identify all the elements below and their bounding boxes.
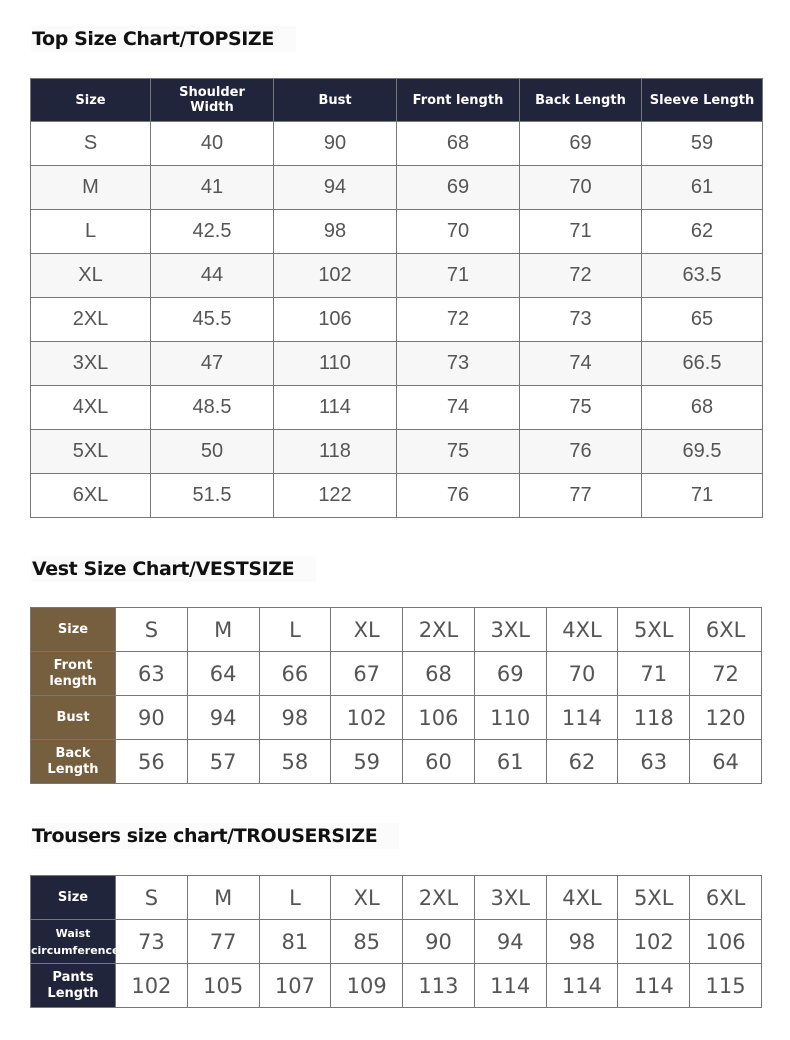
measurement-cell: 120: [690, 696, 762, 740]
table-row: [31, 166, 763, 210]
measurement-cell: 114: [474, 964, 546, 1008]
measurement-cell: 114: [546, 696, 618, 740]
table-row: [31, 920, 762, 964]
top-table-header-row: [31, 79, 763, 122]
trousers-chart-title: Trousers size chart/TROUSERSIZE: [31, 823, 399, 849]
column-header: Front length: [397, 79, 520, 122]
table-row: [31, 964, 762, 1008]
measurement-cell: 71: [642, 474, 763, 518]
trousers-size-table: [30, 875, 762, 1008]
measurement-cell: 44: [151, 254, 274, 298]
size-cell: 3XL: [31, 342, 151, 386]
measurement-cell: 73: [397, 342, 520, 386]
measurement-cell: 94: [474, 920, 546, 964]
measurement-cell: 68: [403, 652, 475, 696]
measurement-cell: 69: [520, 122, 642, 166]
size-cell: 6XL: [690, 876, 762, 920]
measurement-cell: 67: [331, 652, 403, 696]
measurement-cell: 73: [520, 298, 642, 342]
measurement-cell: 56: [116, 740, 188, 784]
measurement-cell: 62: [546, 740, 618, 784]
measurement-cell: 106: [274, 298, 397, 342]
measurement-cell: 90: [403, 920, 475, 964]
measurement-cell: 47: [151, 342, 274, 386]
table-row: [31, 740, 762, 784]
size-cell: S: [116, 608, 188, 652]
size-cell: XL: [331, 876, 403, 920]
column-header: Shoulder Width: [151, 79, 274, 122]
measurement-cell: 71: [397, 254, 520, 298]
measurement-cell: 90: [116, 696, 188, 740]
size-cell: 5XL: [618, 876, 690, 920]
measurement-cell: 48.5: [151, 386, 274, 430]
measurement-cell: 70: [520, 166, 642, 210]
size-cell: XL: [31, 254, 151, 298]
size-cell: 2XL: [403, 876, 475, 920]
measurement-cell: 69: [474, 652, 546, 696]
measurement-cell: 118: [618, 696, 690, 740]
size-cell: 6XL: [690, 608, 762, 652]
measurement-cell: 110: [274, 342, 397, 386]
size-cell: 4XL: [31, 386, 151, 430]
measurement-cell: 65: [642, 298, 763, 342]
measurement-cell: 74: [520, 342, 642, 386]
measurement-cell: 58: [259, 740, 331, 784]
measurement-cell: 63.5: [642, 254, 763, 298]
row-header: Pants Length: [31, 964, 116, 1008]
measurement-cell: 81: [259, 920, 331, 964]
row-header: Size: [31, 608, 116, 652]
row-header: Waist circumference: [31, 920, 116, 964]
measurement-cell: 106: [690, 920, 762, 964]
size-cell: 3XL: [474, 876, 546, 920]
measurement-cell: 69: [397, 166, 520, 210]
size-cell: L: [259, 876, 331, 920]
table-row: [31, 474, 763, 518]
size-cell: XL: [331, 608, 403, 652]
measurement-cell: 59: [642, 122, 763, 166]
size-cell: S: [31, 122, 151, 166]
measurement-cell: 73: [116, 920, 188, 964]
measurement-cell: 85: [331, 920, 403, 964]
table-row: [31, 652, 762, 696]
measurement-cell: 94: [274, 166, 397, 210]
measurement-cell: 66.5: [642, 342, 763, 386]
measurement-cell: 98: [274, 210, 397, 254]
size-cell: 2XL: [31, 298, 151, 342]
measurement-cell: 71: [618, 652, 690, 696]
table-row: [31, 386, 763, 430]
measurement-cell: 61: [474, 740, 546, 784]
size-cell: M: [31, 166, 151, 210]
measurement-cell: 118: [274, 430, 397, 474]
column-header: Bust: [274, 79, 397, 122]
measurement-cell: 113: [403, 964, 475, 1008]
table-row: [31, 122, 763, 166]
measurement-cell: 114: [274, 386, 397, 430]
size-cell: 3XL: [474, 608, 546, 652]
measurement-cell: 57: [187, 740, 259, 784]
size-cell: L: [259, 608, 331, 652]
size-cell: 5XL: [618, 608, 690, 652]
measurement-cell: 110: [474, 696, 546, 740]
measurement-cell: 71: [520, 210, 642, 254]
size-cell: 6XL: [31, 474, 151, 518]
measurement-cell: 63: [618, 740, 690, 784]
row-header: Bust: [31, 696, 116, 740]
measurement-cell: 68: [397, 122, 520, 166]
measurement-cell: 77: [520, 474, 642, 518]
table-row: [31, 876, 762, 920]
column-header: Sleeve Length: [642, 79, 763, 122]
measurement-cell: 98: [259, 696, 331, 740]
table-row: [31, 254, 763, 298]
measurement-cell: 90: [274, 122, 397, 166]
column-header: Size: [31, 79, 151, 122]
vest-chart-title: Vest Size Chart/VESTSIZE: [31, 556, 316, 582]
measurement-cell: 75: [397, 430, 520, 474]
measurement-cell: 94: [187, 696, 259, 740]
measurement-cell: 70: [546, 652, 618, 696]
measurement-cell: 72: [690, 652, 762, 696]
size-cell: 2XL: [403, 608, 475, 652]
measurement-cell: 42.5: [151, 210, 274, 254]
measurement-cell: 114: [618, 964, 690, 1008]
size-cell: M: [187, 876, 259, 920]
measurement-cell: 72: [397, 298, 520, 342]
size-cell: 4XL: [546, 876, 618, 920]
table-row: [31, 696, 762, 740]
measurement-cell: 74: [397, 386, 520, 430]
measurement-cell: 76: [520, 430, 642, 474]
top-chart-title: Top Size Chart/TOPSIZE: [31, 26, 296, 52]
measurement-cell: 62: [642, 210, 763, 254]
table-row: [31, 342, 763, 386]
measurement-cell: 64: [187, 652, 259, 696]
measurement-cell: 115: [690, 964, 762, 1008]
vest-size-table: [30, 607, 762, 784]
measurement-cell: 107: [259, 964, 331, 1008]
size-cell: L: [31, 210, 151, 254]
measurement-cell: 102: [618, 920, 690, 964]
size-cell: M: [187, 608, 259, 652]
size-cell: 5XL: [31, 430, 151, 474]
measurement-cell: 69.5: [642, 430, 763, 474]
measurement-cell: 102: [116, 964, 188, 1008]
measurement-cell: 76: [397, 474, 520, 518]
measurement-cell: 102: [331, 696, 403, 740]
row-header: Front length: [31, 652, 116, 696]
measurement-cell: 109: [331, 964, 403, 1008]
measurement-cell: 77: [187, 920, 259, 964]
measurement-cell: 66: [259, 652, 331, 696]
size-cell: S: [116, 876, 188, 920]
measurement-cell: 59: [331, 740, 403, 784]
measurement-cell: 41: [151, 166, 274, 210]
measurement-cell: 63: [116, 652, 188, 696]
measurement-cell: 102: [274, 254, 397, 298]
top-size-table: [30, 78, 763, 518]
size-cell: 4XL: [546, 608, 618, 652]
measurement-cell: 114: [546, 964, 618, 1008]
measurement-cell: 106: [403, 696, 475, 740]
measurement-cell: 45.5: [151, 298, 274, 342]
table-row: [31, 608, 762, 652]
measurement-cell: 40: [151, 122, 274, 166]
measurement-cell: 98: [546, 920, 618, 964]
measurement-cell: 72: [520, 254, 642, 298]
column-header: Back Length: [520, 79, 642, 122]
measurement-cell: 61: [642, 166, 763, 210]
table-row: [31, 210, 763, 254]
row-header: Back Length: [31, 740, 116, 784]
measurement-cell: 50: [151, 430, 274, 474]
measurement-cell: 64: [690, 740, 762, 784]
measurement-cell: 105: [187, 964, 259, 1008]
measurement-cell: 70: [397, 210, 520, 254]
measurement-cell: 51.5: [151, 474, 274, 518]
measurement-cell: 60: [403, 740, 475, 784]
table-row: [31, 430, 763, 474]
measurement-cell: 68: [642, 386, 763, 430]
measurement-cell: 122: [274, 474, 397, 518]
row-header: Size: [31, 876, 116, 920]
table-row: [31, 298, 763, 342]
measurement-cell: 75: [520, 386, 642, 430]
